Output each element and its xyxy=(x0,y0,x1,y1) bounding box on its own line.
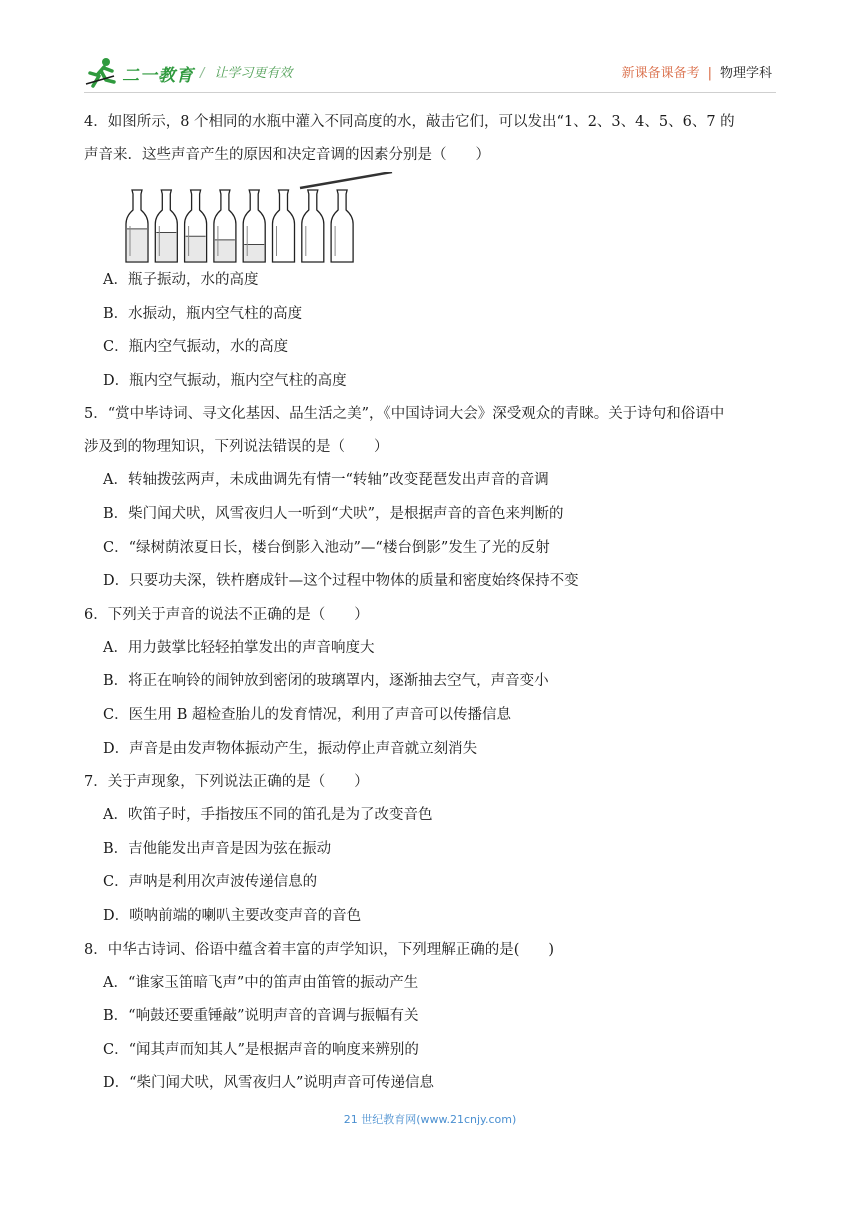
answer-option-a: A．瓶子振动，水的高度 xyxy=(103,272,259,288)
water-bottle xyxy=(331,190,353,262)
answer-option-b: B．将正在响铃的闹钟放到密闭的玻璃罩内，逐渐抽去空气，声音变小 xyxy=(103,673,549,690)
answer-option-d: D．只要功夫深，铁杵磨成针—这个过程中物体的质量和密度始终保持不变 xyxy=(103,573,579,590)
answer-option-c: C．“闻其声而知其人”是根据声音的响度来辨别的 xyxy=(103,1041,419,1058)
header-new-course: 新课备课备考 xyxy=(621,66,700,81)
answer-option-a: A．吹笛子时，手指按压不同的笛孔是为了改变音色 xyxy=(103,807,433,824)
water-bottle xyxy=(185,190,207,262)
water-bottles-figure xyxy=(124,172,784,264)
water-bottle xyxy=(155,190,177,262)
answer-option-d: D．“柴门闻犬吠，风雪夜归人”说明声音可传递信息 xyxy=(103,1075,434,1092)
question-stem-line: 5．“赏中毕诗词、寻文化基因、品生活之美”，《中国诗词大会》深受观众的青睐。关于诗句和俗语中 xyxy=(84,406,725,423)
answer-option-b: B．柴门闻犬吠，风雪夜归人一听到“犬吠”，是根据声音的音色来判断的 xyxy=(103,505,564,522)
water-bottle xyxy=(243,190,265,262)
question-stem-line: 4．如图所示，8 个相同的水瓶中灌入不同高度的水，敲击它们，可以发出“1、2、3、4、5、6、7 的 xyxy=(84,114,735,130)
footer-source: 21 世纪教育网(www.21cnjy.com) xyxy=(343,1113,517,1126)
question-stem-line: 声音来．这些声音产生的原因和决定音调的因素分别是（ ） xyxy=(84,147,490,163)
header-divider xyxy=(84,92,776,93)
water-bottle xyxy=(126,190,148,262)
header-subject: 物理学科 xyxy=(719,66,772,81)
answer-option-c: C．医生用 B 超检查胎儿的发育情况，利用了声音可以传播信息 xyxy=(103,706,511,723)
question-6 xyxy=(84,599,784,766)
question-8 xyxy=(84,934,784,1101)
logo-text: 二一教育 xyxy=(122,65,194,86)
water-bottle xyxy=(273,190,295,262)
question-stem-line: 7．关于声现象，下列说法正确的是（ ） xyxy=(84,774,369,791)
answer-option-a: A．转轴拨弦两声，未成曲调先有情一“转轴”改变琵琶发出声音的音调 xyxy=(103,472,549,489)
water-bottle xyxy=(302,190,324,262)
question-5 xyxy=(84,398,784,598)
slogan xyxy=(200,62,292,81)
answer-option-c: C．瓶内空气振动，水的高度 xyxy=(103,339,289,356)
water-bottle xyxy=(214,190,236,262)
header-right xyxy=(622,62,772,81)
question-list xyxy=(84,106,784,1101)
question-stem-line: 8．中华古诗词、俗语中蕴含着丰富的声学知识，下列理解正确的是( ) xyxy=(84,941,555,958)
question-stem-line: 涉及到的物理知识，下列说法错误的是（ ） xyxy=(84,439,389,456)
question-7 xyxy=(84,766,784,933)
striking-rod xyxy=(300,172,392,188)
slogan-slash: / xyxy=(200,66,205,81)
question-4 xyxy=(84,106,784,398)
bottles-svg xyxy=(124,172,424,264)
page-header xyxy=(0,0,860,100)
answer-option-d: D．瓶内空气振动，瓶内空气柱的高度 xyxy=(103,372,347,389)
runner-logo-icon xyxy=(84,56,120,90)
answer-option-b: B．水振动，瓶内空气柱的高度 xyxy=(103,305,303,322)
answer-option-d: D．声音是由发声物体振动产生，振动停止声音就立刻消失 xyxy=(103,740,478,757)
header-separator: | xyxy=(707,66,712,81)
slogan-text: 让学习更有效 xyxy=(214,66,293,81)
answer-option-d: D．唢呐前端的喇叭主要改变声音的音色 xyxy=(103,907,362,924)
answer-option-a: A．“谁家玉笛暗飞声”中的笛声由笛管的振动产生 xyxy=(103,974,419,991)
logo xyxy=(84,56,194,90)
answer-option-c: C．“绿树荫浓夏日长，楼台倒影入池动”—“楼台倒影”发生了光的反射 xyxy=(103,539,550,556)
answer-option-b: B．“响鼓还要重锤敲”说明声音的音调与振幅有关 xyxy=(103,1008,419,1025)
answer-option-c: C．声呐是利用次声波传递信息的 xyxy=(103,874,318,891)
question-stem-line: 6．下列关于声音的说法不正确的是（ ） xyxy=(84,606,369,623)
answer-option-b: B．吉他能发出声音是因为弦在振动 xyxy=(103,840,332,857)
answer-option-a: A．用力鼓掌比轻轻拍掌发出的声音响度大 xyxy=(103,639,375,656)
